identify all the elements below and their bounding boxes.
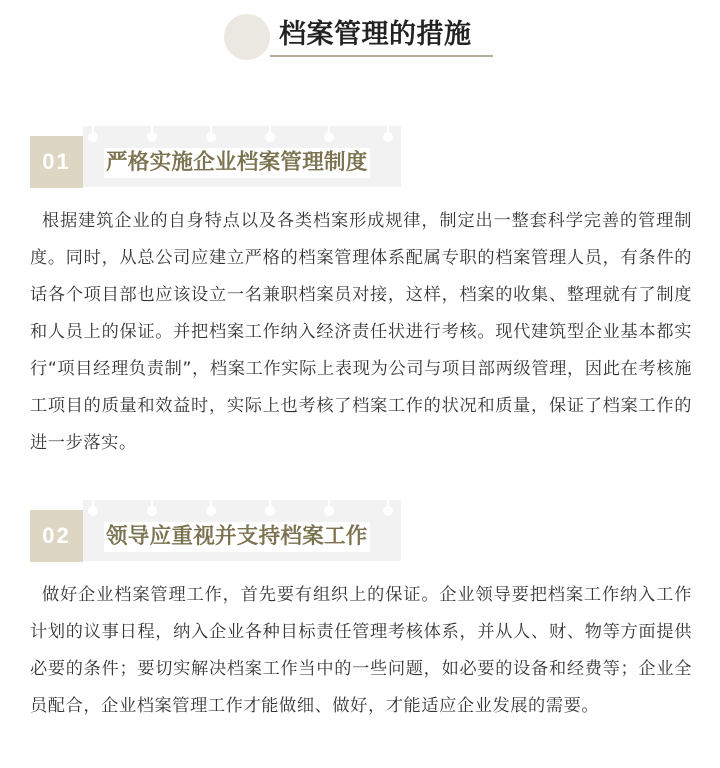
pin-icon <box>147 500 157 516</box>
page-title: 档案管理的措施 <box>279 19 472 50</box>
title-underline-divider <box>270 55 493 57</box>
circle-icon <box>224 14 270 60</box>
section-heading: 严格实施企业档案管理制度 <box>104 148 370 178</box>
section-heading: 领导应重视并支持档案工作 <box>104 522 370 552</box>
section-header-01 <box>30 126 402 188</box>
pin-icon <box>265 126 275 142</box>
pin-icon <box>88 500 98 516</box>
pin-icon <box>147 126 157 142</box>
pin-icon <box>324 126 334 142</box>
pin-icon <box>88 126 98 142</box>
section-body-paragraph: 根据建筑企业的自身特点以及各类档案形成规律，制定出一整套科学完善的管理制度。同时，从总公司应建立严格的档案管理体系配属专职的档案管理人员，有条件的话各个项目部也应该设立一名兼职档案员对接，这样，档案的收集、整理就有了制度和人员上的保证。并把档案工作纳入经济责任状进行考核。现代建筑型企业基本都实行“项目经理负责制”，档案工作实际上表现为公司与项目部两级管理，因此在考核施工项目的质量和效益时，实际上也考核了档案工作的状况和质量，保证了档案工作的进一步落实。 <box>30 211 692 453</box>
section-header-02 <box>30 500 402 562</box>
pin-icon <box>206 500 216 516</box>
pin-icon <box>383 500 393 516</box>
pin-icon <box>324 500 334 516</box>
section-number: 01 <box>30 136 83 188</box>
section-number: 02 <box>30 510 83 562</box>
pin-icon <box>206 126 216 142</box>
pin-icon <box>265 500 275 516</box>
page-title-block <box>224 14 504 62</box>
pin-icon <box>383 126 393 142</box>
section-body-paragraph: 做好企业档案管理工作，首先要有组织上的保证。企业领导要把档案工作纳入工作计划的议事日程，纳入企业各种目标责任管理考核体系，并从人、财、物等方面提供必要的条件；要切实解决档案工作当中的一些问题，如必要的设备和经费等；企业全员配合，企业档案管理工作才能做细、做好，才能适应企业发展的需要。 <box>30 585 692 716</box>
